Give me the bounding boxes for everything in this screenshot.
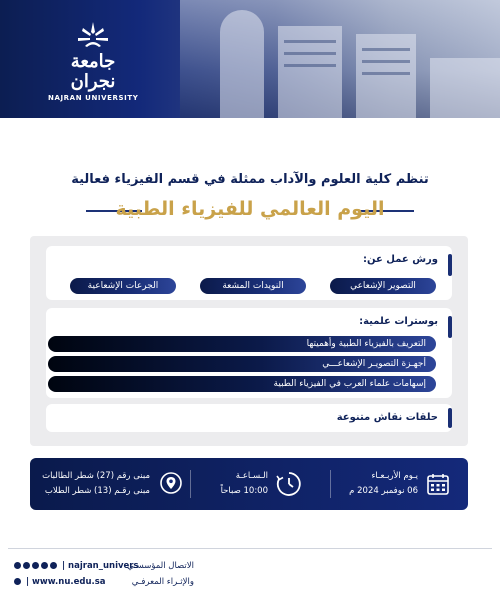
x-icon [14,562,21,569]
department-line-2: والإثـراء المعرفـي [131,577,194,587]
event-day: يـوم الأربـعـاء [371,471,418,481]
logo-emblem-icon [75,20,111,50]
website-link[interactable]: www.nu.edu.sa [32,577,106,587]
divider [190,470,191,498]
clock-icon [276,471,302,497]
linkedin-icon [50,562,57,569]
university-logo [48,20,138,102]
snapchat-icon [41,562,48,569]
youtube-icon [32,562,39,569]
time-label: الـسـاعـة [235,471,268,481]
workshop-item: النويدات المشعة [200,278,306,294]
event-intro: تنظم كلية العلوم والآداب ممثلة في قسم الفيزياء فعالية [71,172,429,187]
poster-item: التعريف بالفيزياء الطبية وأهميتها [48,336,436,352]
department-line-1: الاتصال المؤسسـي [127,561,194,571]
website-row [14,577,106,587]
globe-icon [14,578,21,585]
event-title-block [0,196,500,226]
workshop-item: الجرعات الإشعاعية [70,278,176,294]
card-accent [448,408,452,428]
card-accent [448,254,452,276]
discussions-card [46,404,452,432]
event-details-strip [30,458,468,510]
location-male: مبنى رقـم (13) شطر الطلاب [44,486,150,496]
discussions-label: حلقات نقاش متنوعة [336,412,438,423]
location-female: مبنى رقم (27) شطر الطالبات [42,471,150,481]
event-title: اليوم العالمي للفيزياء الطبية [115,198,385,220]
calendar-icon [426,472,450,496]
workshops-card [46,246,452,300]
instagram-icon [23,562,30,569]
divider [330,470,331,498]
footer-separator: | [25,577,30,587]
posters-label: بوسترات علمية: [359,316,438,327]
footer-separator: | [61,561,66,571]
program-panel [30,236,468,446]
campus-photo [180,0,500,118]
card-accent [448,316,452,338]
social-handle-row [14,561,139,571]
poster-item: إسهامات علماء العرب في الفيزياء الطبية [48,376,436,392]
social-handle[interactable]: najran_univers [68,561,139,571]
footer-divider [8,548,492,549]
location-pin-icon [160,472,182,498]
posters-card [46,308,452,398]
workshop-item: التصوير الإشعاعي [330,278,436,294]
workshops-label: ورش عمل عن: [362,254,438,265]
event-time: 10:00 صباحاً [220,486,268,496]
logo-arabic-name: جامعة نجران [70,51,116,92]
poster-item: أجهـزة التصويـر الإشعاعـــي [48,356,436,372]
event-date: 06 نوفمبر 2024 م [349,486,418,496]
logo-english-name: NAJRAN UNIVERSITY [48,94,139,102]
header-banner [0,0,500,118]
